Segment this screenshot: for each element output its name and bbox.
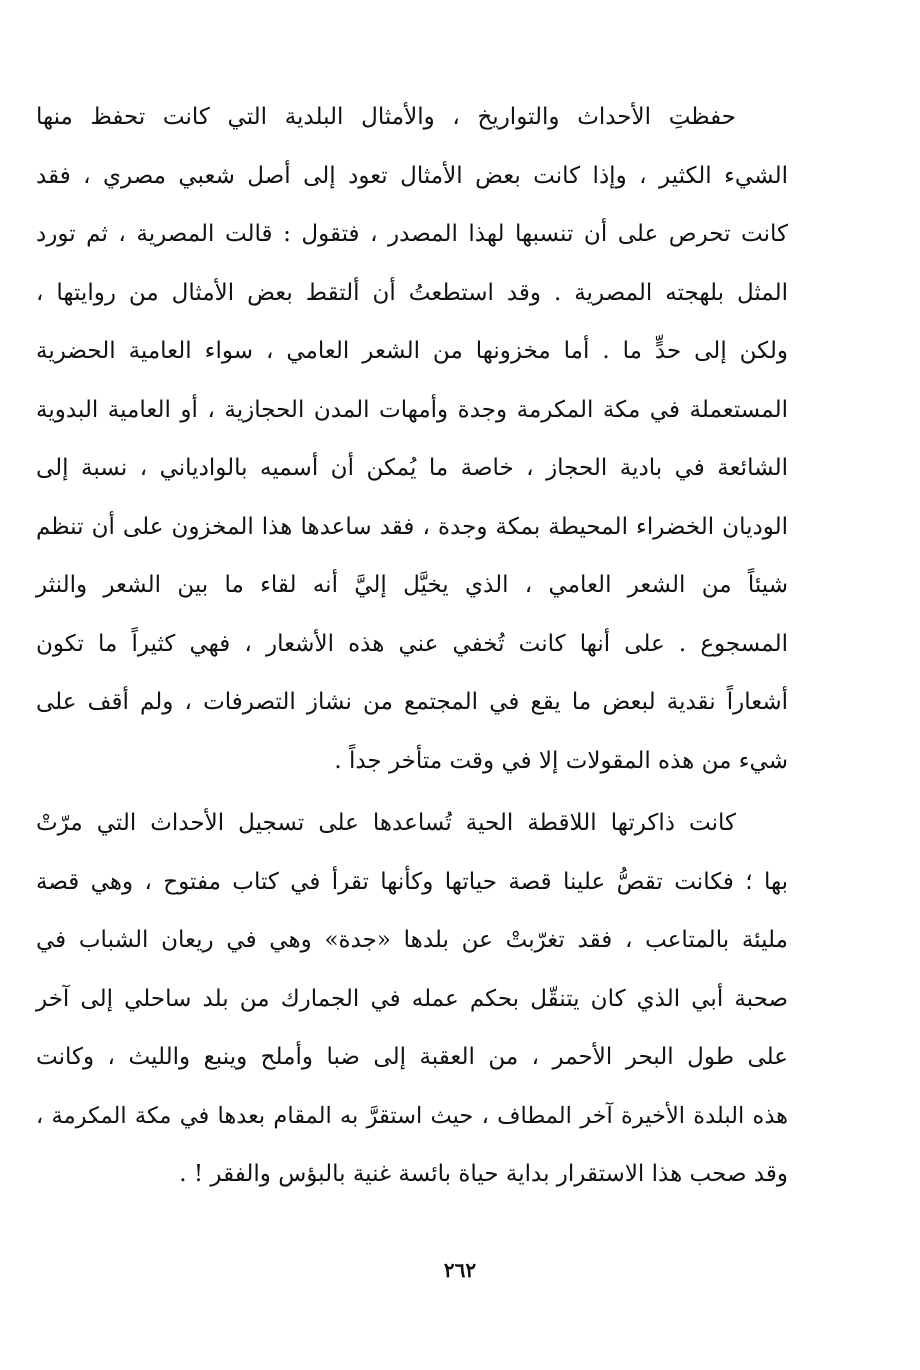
text-line: المسجوع . على أنها كانت تُخفي عني هذه الأشعار ، فهي كثيراً ما تكون — [36, 630, 788, 657]
text-line: الشيء الكثير ، وإذا كانت بعض الأمثال تعود إلى أصل شعبي مصري ، فقد — [36, 162, 788, 189]
body-text — [36, 88, 788, 1204]
text-line: حفظتِ الأحداث والتواريخ ، والأمثال البلدية التي كانت تحفظ منها — [36, 104, 736, 130]
text-line: المستعملة في مكة المكرمة وجدة وأمهات المدن الحجازية ، أو العامية البدوية — [36, 396, 788, 423]
text-line: صحبة أبي الذي كان يتنقّل بحكم عمله في الجمارك من بلد ساحلي إلى آخر — [36, 985, 788, 1012]
text-line: كانت ذاكرتها اللاقطة الحية تُساعدها على تسجيل الأحداث التي مرّتْ — [36, 810, 736, 836]
text-line: الوديان الخضراء المحيطة بمكة وجدة ، فقد ساعدها هذا المخزون على أن تنظم — [36, 513, 788, 540]
text-line: ولكن إلى حدٍّ ما . أما مخزونها من الشعر العامي ، سواء العامية الحضرية — [36, 338, 788, 364]
page-number: ٢٦٢ — [443, 1258, 477, 1282]
text-line: على طول البحر الأحمر ، من العقبة إلى ضبا وأملح وينبع والليث ، وكانت — [36, 1044, 788, 1070]
text-line: مليئة بالمتاعب ، فقد تغرّبتْ عن بلدها «جدة» وهي في ريعان الشباب في — [36, 927, 788, 953]
text-line: وقد صحب هذا الاستقرار بداية حياة بائسة غنية بالبؤس والفقر ! . — [179, 1161, 788, 1187]
text-line: أشعاراً نقدية لبعض ما يقع في المجتمع من نشاز التصرفات ، ولم أقف على — [36, 689, 788, 715]
text-line: المثل بلهجته المصرية . وقد استطعتُ أن ألتقط بعض الأمثال من روايتها ، — [36, 279, 788, 306]
text-line: هذه البلدة الأخيرة آخر المطاف ، حيث استقرَّ به المقام بعدها في مكة المكرمة ، — [36, 1102, 788, 1129]
paragraph-1 — [36, 88, 788, 790]
paragraph-2 — [36, 794, 788, 1204]
text-line: شيء من هذه المقولات إلا في وقت متأخر جداً . — [334, 747, 788, 774]
text-line: كانت تحرص على أن تنسبها لهذا المصدر ، فتقول : قالت المصرية ، ثم تورد — [36, 221, 789, 247]
text-line: بها ؛ فكانت تقصُّ علينا قصة حياتها وكأنها تقرأ في كتاب مفتوح ، وهي قصة — [36, 868, 788, 895]
text-line: الشائعة في بادية الحجاز ، خاصة ما يُمكن أن أسميه بالوادياني ، نسبة إلى — [36, 455, 788, 481]
text-line: شيئاً من الشعر العامي ، الذي يخيَّل إليَّ أنه لقاء ما بين الشعر والنثر — [36, 572, 788, 598]
